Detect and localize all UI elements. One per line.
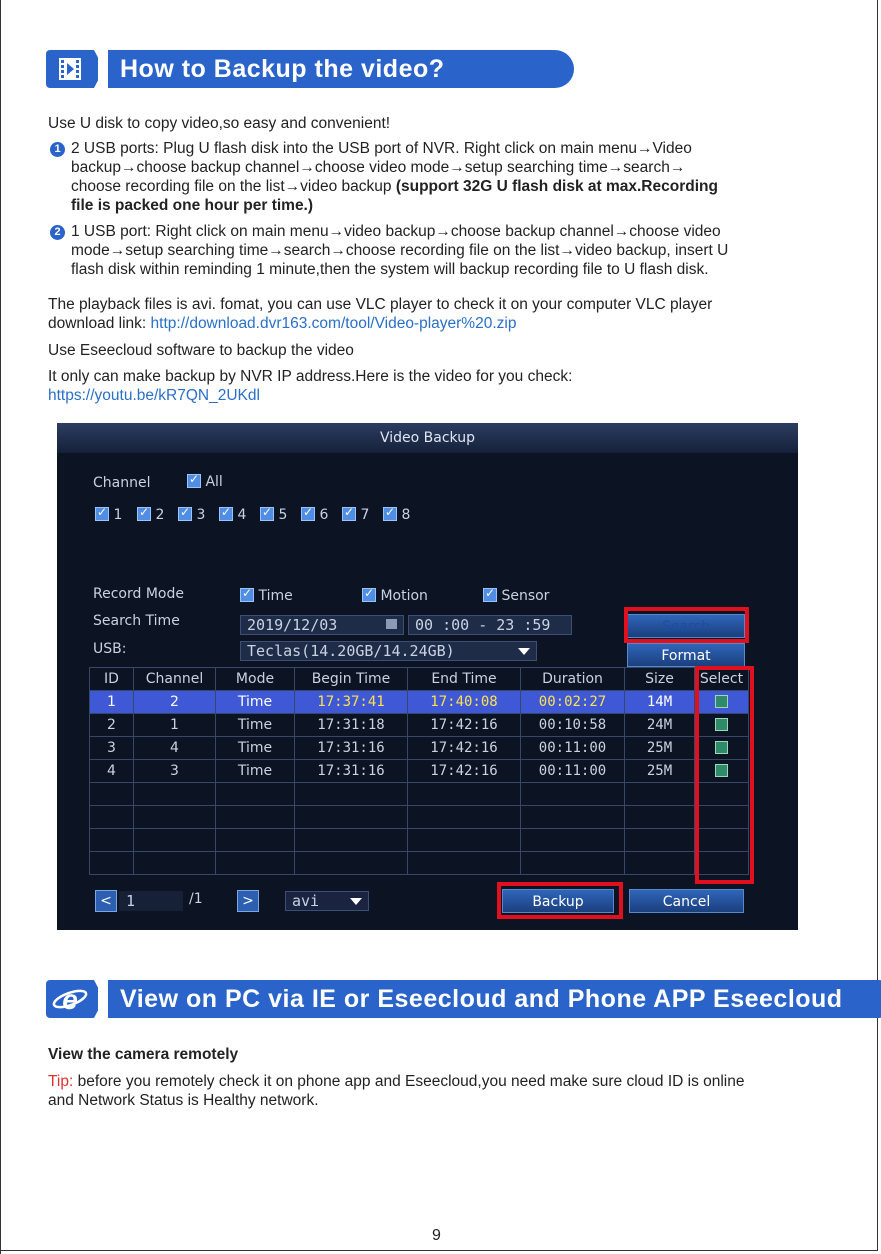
channel-all-checkbox[interactable]: ✓ All (187, 474, 223, 490)
playback-download: download link: http://download.dvr163.com/tool/Video-player%20.zip (48, 315, 517, 332)
tip-text-line-2: and Network Status is Healthy network. (48, 1092, 319, 1109)
dropdown-arrow-icon (518, 648, 530, 655)
col-select: Select (695, 668, 749, 691)
table-row[interactable]: 2 1 Time 17:31:18 17:42:16 00:10:58 24M (90, 714, 749, 737)
table-row-empty (90, 806, 749, 829)
usb-select[interactable]: Teclas(14.20GB/14.24GB) (240, 641, 537, 661)
channel-4-checkbox[interactable]: ✓ 4 (219, 507, 246, 523)
table-row[interactable]: 1 2 Time 17:37:41 17:40:08 00:02:27 14M (90, 691, 749, 714)
channel-5-checkbox[interactable]: ✓ 5 (260, 507, 287, 523)
table-row-empty (90, 829, 749, 852)
eseecloud-text: Use Eseecloud software to backup the video (48, 342, 354, 359)
record-mode-label: Record Mode (93, 586, 184, 602)
step-2-line-3: flash disk within reminding 1 minute,then the system will backup recording file to U flash disk. (71, 261, 709, 278)
backup-highlight (497, 882, 623, 919)
calendar-icon[interactable] (386, 619, 397, 629)
next-page-button[interactable]: > (237, 890, 259, 912)
ip-text: It only can make backup by NVR IP address.Here is the video for you check: (48, 368, 573, 385)
table-row[interactable]: 3 4 Time 17:31:16 17:42:16 00:11:00 25M (90, 737, 749, 760)
intro-text: Use U disk to copy video,so easy and convenient! (48, 115, 391, 132)
vlc-download-link[interactable]: http://download.dvr163.com/tool/Video-player%20.zip (150, 315, 517, 332)
table-header-row (90, 668, 749, 691)
video-film-icon (46, 50, 94, 88)
search-time-label: Search Time (93, 613, 180, 629)
youtube-link[interactable]: https://youtu.be/kR7QN_2UKdl (48, 387, 260, 404)
nvr-video-backup-screen (57, 423, 798, 930)
channel-3-checkbox[interactable]: ✓ 3 (178, 507, 205, 523)
channel-2-checkbox[interactable]: ✓ 2 (137, 507, 164, 523)
page-number: 9 (432, 1227, 441, 1244)
search-highlight (624, 607, 749, 643)
col-mode: Mode (216, 668, 295, 691)
channel-1-checkbox[interactable]: ✓ 1 (95, 507, 122, 523)
table-row[interactable]: 4 3 Time 17:31:16 17:42:16 00:11:00 25M (90, 760, 749, 783)
remote-view-heading: View the camera remotely (48, 1046, 239, 1063)
backup-button[interactable]: Backup (502, 889, 614, 913)
mode-motion-checkbox[interactable]: ✓ Motion (362, 588, 428, 604)
step-1-line-4: file is packed one hour per time.) (71, 197, 314, 214)
step-2-number: 2 (50, 225, 65, 240)
col-size: Size (625, 668, 695, 691)
channel-7-checkbox[interactable]: ✓ 7 (342, 507, 369, 523)
playback-text: The playback files is avi. fomat, you can use VLC player to check it on your computer VLC player (48, 296, 713, 313)
page-current-input[interactable]: 1 (119, 891, 183, 911)
prev-page-button[interactable]: < (95, 890, 117, 912)
cancel-button[interactable]: Cancel (629, 889, 744, 913)
mode-time-checkbox[interactable]: ✓ Time (240, 588, 293, 604)
step-1-line-2: backup→choose backup channel→choose video mode→setup searching time→search→ (71, 159, 686, 176)
recording-table (89, 667, 749, 875)
internet-explorer-icon (46, 980, 94, 1018)
col-channel: Channel (134, 668, 216, 691)
section-title: View on PC via IE or Eseecloud and Phone APP Eseecloud (108, 980, 881, 1018)
channel-8-checkbox[interactable]: ✓ 8 (383, 507, 410, 523)
channel-6-checkbox[interactable]: ✓ 6 (301, 507, 328, 523)
usb-label: USB: (93, 641, 127, 657)
section-title: How to Backup the video? (108, 50, 574, 88)
step-2: 2 1 USB port: Right click on main menu→video backup→choose backup channel→choose video (50, 222, 721, 241)
step-1: 1 2 USB ports: Plug U flash disk into the USB port of NVR. Right click on main menu→Video (50, 139, 692, 158)
step-1-line-3: choose recording file on the list→video backup (support 32G U flash disk at max.Recording (71, 178, 718, 195)
nvr-title: Video Backup (57, 423, 798, 453)
search-time-range-field[interactable]: 00 :00 - 23 :59 (408, 615, 572, 635)
dropdown-arrow-icon (350, 898, 362, 905)
table-row-empty (90, 783, 749, 806)
step-1-number: 1 (50, 142, 65, 157)
search-date-field[interactable]: 2019/12/03 (240, 615, 404, 635)
svg-text:e: e (62, 984, 78, 1015)
table-row-empty (90, 852, 749, 875)
format-button[interactable]: Format (627, 643, 745, 667)
search-button[interactable]: Search (627, 614, 745, 638)
col-begin-time: Begin Time (295, 668, 408, 691)
mode-sensor-checkbox[interactable]: ✓ Sensor (483, 588, 549, 604)
channel-label: Channel (93, 475, 151, 491)
page-total: /1 (189, 891, 203, 907)
col-end-time: End Time (408, 668, 521, 691)
col-duration: Duration (521, 668, 625, 691)
step-2-line-2: mode→setup searching time→search→choose recording file on the list→video backup, insert U (71, 242, 729, 259)
tip-text: Tip: before you remotely check it on phone app and Eseecloud,you need make sure cloud ID is online (48, 1073, 745, 1090)
file-format-select[interactable]: avi (285, 891, 369, 911)
select-column-highlight (695, 666, 754, 884)
col-id: ID (90, 668, 134, 691)
